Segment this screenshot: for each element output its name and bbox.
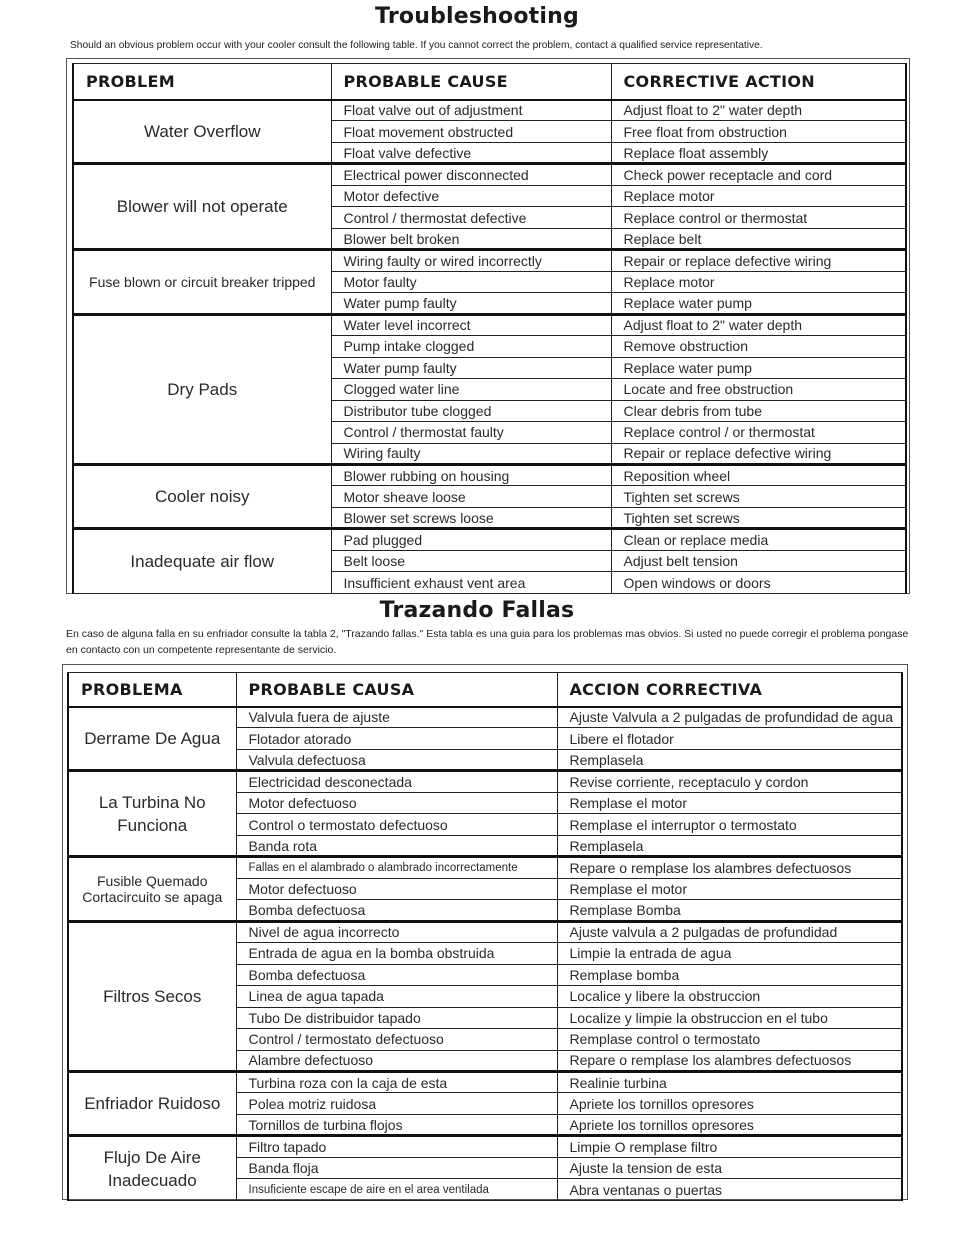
cause-cell: Electricidad desconectada (236, 771, 557, 792)
action-cell: Remplase control o termostato (557, 1029, 902, 1050)
cause-cell: Water level incorrect (331, 314, 611, 335)
cause-cell: Wiring faulty (331, 443, 611, 464)
problem-cell: Fuse blown or circuit breaker tripped (73, 250, 331, 314)
cause-cell: Float valve out of adjustment (331, 100, 611, 121)
table-row (68, 857, 902, 878)
action-cell: Adjust float to 2" water depth (611, 100, 906, 121)
cause-cell: Float valve defective (331, 142, 611, 163)
action-cell: Replace control / or thermostat (611, 422, 906, 443)
action-cell: Locate and free obstruction (611, 379, 906, 400)
action-cell: Ajuste valvula a 2 pulgadas de profundidad (557, 921, 902, 942)
table-row (73, 314, 906, 335)
action-cell: Remplase Bomba (557, 900, 902, 921)
action-cell: Localize y limpie la obstruccion en el tubo (557, 1007, 902, 1028)
action-cell: Remove obstruction (611, 336, 906, 357)
cause-cell: Motor faulty (331, 271, 611, 292)
cause-cell: Filtro tapado (236, 1136, 557, 1157)
cause-cell: Valvula defectuosa (236, 749, 557, 770)
cause-cell: Pump intake clogged (331, 336, 611, 357)
problem-cell: Inadequate air flow (73, 529, 331, 593)
action-cell: Remplase el interruptor o termostato (557, 814, 902, 835)
action-cell: Repair or replace defective wiring (611, 250, 906, 271)
cause-cell: Banda floja (236, 1157, 557, 1178)
cause-cell: Motor defectuoso (236, 878, 557, 899)
cause-cell: Insuficiente escape de aire en el area ventilada (236, 1179, 557, 1200)
action-cell: Revise corriente, receptaculo y cordon (557, 771, 902, 792)
table-row (73, 464, 906, 485)
action-cell: Apriete los tornillos opresores (557, 1093, 902, 1114)
cause-cell: Bomba defectuosa (236, 900, 557, 921)
cause-cell: Blower rubbing on housing (331, 464, 611, 485)
cause-cell: Blower set screws loose (331, 507, 611, 528)
cause-cell: Control / termostato defectuoso (236, 1029, 557, 1050)
column-header: PROBABLE CAUSA (236, 673, 557, 707)
cause-cell: Motor sheave loose (331, 486, 611, 507)
problem-cell: Blower will not operate (73, 164, 331, 250)
troubleshooting-intro: Should an obvious problem occur with your cooler consult the following table. If you cannot correct the problem, contact a qualified service representative. (70, 40, 763, 51)
column-header: CORRECTIVE ACTION (611, 64, 906, 100)
table-row (68, 771, 902, 792)
action-cell: Abra ventanas o puertas (557, 1179, 902, 1200)
cause-cell: Banda rota (236, 835, 557, 856)
cause-cell: Pad plugged (331, 529, 611, 550)
table-row (68, 921, 902, 942)
action-cell: Repare o remplase los alambres defectuosos (557, 1050, 902, 1071)
table-row (68, 1136, 902, 1157)
problem-cell: Fusible Quemado Cortacircuito se apaga (68, 857, 236, 921)
table-row (68, 1071, 902, 1092)
table-row (68, 707, 902, 728)
action-cell: Remplase el motor (557, 792, 902, 813)
cause-cell: Fallas en el alambrado o alambrado incorrectamente (236, 857, 557, 878)
action-cell: Replace control or thermostat (611, 207, 906, 228)
problem-cell: Enfriador Ruidoso (68, 1071, 236, 1135)
column-header: PROBLEMA (68, 673, 236, 707)
action-cell: Open windows or doors (611, 572, 906, 593)
cause-cell: Alambre defectuoso (236, 1050, 557, 1071)
action-cell: Clear debris from tube (611, 400, 906, 421)
action-cell: Check power receptacle and cord (611, 164, 906, 185)
cause-cell: Motor defectuoso (236, 792, 557, 813)
troubleshooting-title: Troubleshooting (375, 4, 579, 29)
problem-cell: La Turbina No Funciona (68, 771, 236, 857)
cause-cell: Control / thermostat faulty (331, 422, 611, 443)
action-cell: Replace motor (611, 185, 906, 206)
action-cell: Tighten set screws (611, 507, 906, 528)
action-cell: Clean or replace media (611, 529, 906, 550)
cause-cell: Entrada de agua en la bomba obstruida (236, 943, 557, 964)
cause-cell: Bomba defectuosa (236, 964, 557, 985)
table-row (73, 100, 906, 121)
cause-cell: Tornillos de turbina flojos (236, 1114, 557, 1135)
problem-cell: Water Overflow (73, 100, 331, 164)
action-cell: Limpie la entrada de agua (557, 943, 902, 964)
problem-cell: Derrame De Agua (68, 707, 236, 771)
cause-cell: Valvula fuera de ajuste (236, 707, 557, 728)
action-cell: Replace motor (611, 271, 906, 292)
action-cell: Apriete los tornillos opresores (557, 1114, 902, 1135)
action-cell: Repair or replace defective wiring (611, 443, 906, 464)
table-header-row (68, 673, 902, 707)
column-header: ACCION CORRECTIVA (557, 673, 902, 707)
trazando-fallas-title: Trazando Fallas (379, 598, 575, 623)
cause-cell: Distributor tube clogged (331, 400, 611, 421)
cause-cell: Turbina roza con la caja de esta (236, 1071, 557, 1092)
cause-cell: Wiring faulty or wired incorrectly (331, 250, 611, 271)
cause-cell: Belt loose (331, 550, 611, 571)
problem-cell: Filtros Secos (68, 921, 236, 1071)
column-header: PROBABLE CAUSE (331, 64, 611, 100)
cause-cell: Polea motriz ruidosa (236, 1093, 557, 1114)
cause-cell: Blower belt broken (331, 228, 611, 249)
problem-cell: Flujo De Aire Inadecuado (68, 1136, 236, 1200)
cause-cell: Linea de agua tapada (236, 986, 557, 1007)
troubleshooting-table (72, 63, 907, 594)
trazando-fallas-intro: En caso de alguna falla en su enfriador consulte la tabla 2, "Trazando fallas." Esta tabla es una guia para los problemas mas obvios. Si usted no puede corregir el problema pongase en contacto con un competente representante de servicio. (66, 628, 909, 656)
action-cell: Free float from obstruction (611, 121, 906, 142)
action-cell: Replace water pump (611, 293, 906, 314)
problem-cell: Dry Pads (73, 314, 331, 464)
action-cell: Adjust belt tension (611, 550, 906, 571)
column-header: PROBLEM (73, 64, 331, 100)
action-cell: Realinie turbina (557, 1071, 902, 1092)
cause-cell: Water pump faulty (331, 293, 611, 314)
cause-cell: Control o termostato defectuoso (236, 814, 557, 835)
trazando-fallas-table (67, 672, 903, 1201)
cause-cell: Insufficient exhaust vent area (331, 572, 611, 593)
cause-cell: Nivel de agua incorrecto (236, 921, 557, 942)
table-row (73, 250, 906, 271)
action-cell: Repare o remplase los alambres defectuosos (557, 857, 902, 878)
action-cell: Remplasela (557, 835, 902, 856)
cause-cell: Motor defective (331, 185, 611, 206)
action-cell: Adjust float to 2" water depth (611, 314, 906, 335)
action-cell: Ajuste la tension de esta (557, 1157, 902, 1178)
action-cell: Replace belt (611, 228, 906, 249)
action-cell: Replace float assembly (611, 142, 906, 163)
problem-cell: Cooler noisy (73, 464, 331, 528)
table-row (73, 164, 906, 185)
action-cell: Remplase bomba (557, 964, 902, 985)
cause-cell: Water pump faulty (331, 357, 611, 378)
action-cell: Tighten set screws (611, 486, 906, 507)
table-row (73, 529, 906, 550)
action-cell: Replace water pump (611, 357, 906, 378)
action-cell: Libere el flotador (557, 728, 902, 749)
action-cell: Remplasela (557, 749, 902, 770)
cause-cell: Electrical power disconnected (331, 164, 611, 185)
action-cell: Ajuste Valvula a 2 pulgadas de profundidad de agua (557, 707, 902, 728)
action-cell: Remplase el motor (557, 878, 902, 899)
cause-cell: Float movement obstructed (331, 121, 611, 142)
cause-cell: Tubo De distribuidor tapado (236, 1007, 557, 1028)
action-cell: Localice y libere la obstruccion (557, 986, 902, 1007)
cause-cell: Flotador atorado (236, 728, 557, 749)
action-cell: Limpie O remplase filtro (557, 1136, 902, 1157)
cause-cell: Clogged water line (331, 379, 611, 400)
table-header-row (73, 64, 906, 100)
cause-cell: Control / thermostat defective (331, 207, 611, 228)
action-cell: Reposition wheel (611, 464, 906, 485)
